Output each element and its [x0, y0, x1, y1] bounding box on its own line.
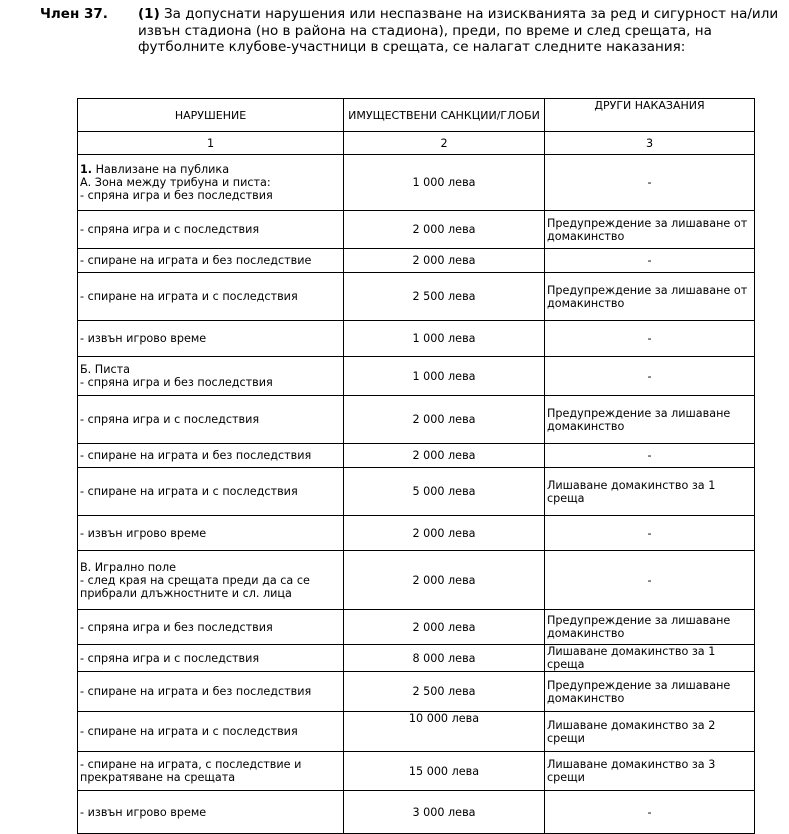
- other-penalty-line: Предупреждение за лишаване от: [547, 283, 748, 297]
- table-row: [78, 752, 755, 791]
- fine-cell: 1 000 лева: [344, 357, 545, 396]
- fine-cell: 15 000 лева: [344, 752, 545, 791]
- violation-line: [80, 587, 341, 600]
- other-penalty-cell: [545, 672, 755, 712]
- table-row: [78, 321, 755, 357]
- violation-text: - спряна игра и без последствия: [80, 620, 273, 634]
- violation-line: [80, 758, 341, 771]
- article-body: За допуснати нарушения или неспазване на изискванията за ред и сигурност на/или извън стадиона (но в района на стадиона), преди, по време и след срещата, на футболните клубове-участници в срещата, се налагат следните наказания:: [138, 6, 779, 55]
- violation-line: [80, 485, 341, 498]
- violation-text: А. Зона между трибуна и писта:: [80, 176, 271, 189]
- paragraph-number: (1): [138, 6, 160, 22]
- violation-line: [80, 574, 341, 587]
- violation-line: [80, 363, 341, 376]
- column-number-row: [78, 132, 755, 155]
- other-penalty-cell: [545, 468, 755, 516]
- violation-text: - спиране на играта и без последствия: [80, 449, 312, 462]
- table-row: [78, 155, 755, 211]
- fine-cell: 5 000 лева: [344, 468, 545, 516]
- table-row: [78, 396, 755, 444]
- other-penalty-line: Предупреждение за лишаване: [547, 678, 731, 692]
- table-row: [78, 610, 755, 645]
- other-penalty-cell: [545, 645, 755, 672]
- violation-line: [80, 332, 341, 345]
- fine-cell: 2 000 лева: [344, 444, 545, 468]
- violation-text: В. Игрално поле: [80, 560, 177, 574]
- violation-text: - спряна игра и с последствия: [80, 651, 260, 665]
- fine-cell: 2 000 лева: [344, 516, 545, 551]
- table-row: [78, 444, 755, 468]
- violation-text: Навлизане на публика: [95, 163, 230, 176]
- fine-cell: 1 000 лева: [344, 155, 545, 211]
- other-penalty-line: -: [647, 254, 652, 267]
- other-penalty-line: Лишаване домакинство за 3 срещи: [547, 758, 716, 784]
- violation-line: [80, 771, 341, 784]
- fine-cell: 1 000 лева: [344, 321, 545, 357]
- violation-cell: [78, 551, 344, 610]
- fine-cell: 2 000 лева: [344, 396, 545, 444]
- article-heading: [40, 6, 780, 56]
- violation-text: - спиране на играта и без последствие: [80, 254, 312, 267]
- other-penalty-line: домакинство: [547, 229, 625, 243]
- violation-line: [80, 223, 341, 236]
- violation-text: - извън игрово време: [80, 526, 207, 540]
- violation-line: [80, 189, 341, 202]
- violation-line: [80, 725, 341, 738]
- violation-line: [80, 290, 341, 303]
- other-penalty-cell: [545, 516, 755, 551]
- article-number: Член 37.: [40, 6, 108, 22]
- violation-cell: [78, 791, 344, 834]
- violation-line: [80, 449, 341, 462]
- other-penalty-cell: [545, 791, 755, 834]
- header-violation: НАРУШЕНИЕ: [78, 99, 344, 132]
- fine-cell: 2 000 лева: [344, 610, 545, 645]
- other-penalty-line: Лишаване домакинство за 1 среща: [547, 645, 716, 671]
- other-penalty-line: -: [647, 176, 652, 189]
- violation-line: [80, 652, 341, 665]
- other-penalty-line: домакинство: [547, 419, 625, 433]
- table-row: [78, 249, 755, 273]
- fine-cell: 8 000 лева: [344, 645, 545, 672]
- violation-cell: [78, 712, 344, 752]
- violation-text: - след края на срещата преди да са се: [80, 573, 310, 587]
- violation-cell: [78, 610, 344, 645]
- other-penalty-line: -: [647, 573, 652, 587]
- violation-text: - извън игрово време: [80, 805, 207, 819]
- other-penalty-cell: [545, 273, 755, 321]
- other-penalty-cell: [545, 211, 755, 249]
- other-penalty-cell: [545, 752, 755, 791]
- table-row: [78, 516, 755, 551]
- table-row: [78, 273, 755, 321]
- other-penalty-line: Предупреждение за лишаване: [547, 406, 731, 420]
- table-row: [78, 468, 755, 516]
- section-number: 1.: [80, 163, 93, 176]
- column-number: 3: [545, 132, 755, 155]
- other-penalty-cell: [545, 357, 755, 396]
- violation-cell: [78, 249, 344, 273]
- violation-text: - спиране на играта и с последствия: [80, 725, 298, 738]
- other-penalty-line: домакинство: [547, 691, 625, 705]
- table-row: [78, 357, 755, 396]
- violation-text: - спиране на играта, с последствие и: [80, 758, 302, 771]
- table-row: [78, 551, 755, 610]
- other-penalty-cell: [545, 249, 755, 273]
- table-row: [78, 645, 755, 672]
- fine-cell: 2 000 лева: [344, 551, 545, 610]
- violation-line: [80, 254, 341, 267]
- other-penalty-line: Лишаване домакинство за 1 среща: [547, 478, 716, 505]
- other-penalty-cell: [545, 610, 755, 645]
- other-penalty-line: -: [647, 805, 652, 819]
- violation-cell: [78, 468, 344, 516]
- violation-cell: [78, 357, 344, 396]
- other-penalty-cell: [545, 155, 755, 211]
- violation-line: [80, 527, 341, 540]
- other-penalty-cell: [545, 321, 755, 357]
- other-penalty-line: -: [647, 369, 652, 383]
- other-penalty-line: Лишаване домакинство за 2 срещи: [547, 718, 716, 745]
- violation-cell: [78, 321, 344, 357]
- violation-line: [80, 413, 341, 426]
- violation-text: - спиране на играта и без последствия: [80, 685, 312, 698]
- violation-text: прибрали длъжностните и сл. лица: [80, 586, 292, 600]
- other-penalty-line: домакинство: [547, 296, 625, 310]
- fine-cell: 2 000 лева: [344, 249, 545, 273]
- fine-cell: 2 000 лева: [344, 211, 545, 249]
- violation-cell: [78, 516, 344, 551]
- fine-cell: 2 500 лева: [344, 273, 545, 321]
- violation-line: [80, 621, 341, 634]
- table-row: [78, 211, 755, 249]
- violation-line: [80, 806, 341, 819]
- violation-text: - спряна игра и без последствия: [80, 189, 273, 202]
- violation-text: - спиране на играта и с последствия: [80, 485, 298, 498]
- violation-line: [80, 376, 341, 389]
- table-row: [78, 791, 755, 834]
- other-penalty-cell: [545, 712, 755, 752]
- table-header-row: [78, 99, 755, 132]
- violation-cell: [78, 444, 344, 468]
- violation-text: - извън игрово време: [80, 332, 207, 345]
- violation-text: - спиране на играта и с последствия: [80, 290, 298, 303]
- violation-text: прекратяване на срещата: [80, 771, 236, 784]
- violation-text: - спряна игра и с последствия: [80, 223, 260, 236]
- violation-cell: [78, 672, 344, 712]
- other-penalty-line: Предупреждение за лишаване: [547, 614, 731, 627]
- violation-line: [80, 163, 341, 176]
- other-penalty-line: -: [647, 526, 652, 540]
- violation-cell: [78, 155, 344, 211]
- violation-cell: [78, 211, 344, 249]
- violation-cell: [78, 396, 344, 444]
- other-penalty-cell: [545, 444, 755, 468]
- table-row: [78, 672, 755, 712]
- other-penalty-line: -: [647, 332, 652, 345]
- violation-line: [80, 176, 341, 189]
- other-penalty-cell: [545, 551, 755, 610]
- violation-text: - спряна игра и с последствия: [80, 413, 260, 426]
- article-text: [138, 6, 780, 56]
- violation-line: [80, 685, 341, 698]
- sanctions-table: [77, 98, 755, 834]
- table-row: [78, 712, 755, 752]
- violation-line: [80, 561, 341, 574]
- fine-cell: 2 500 лева: [344, 672, 545, 712]
- header-fines: ИМУЩЕСТВЕНИ САНКЦИИ/ГЛОБИ: [344, 99, 545, 132]
- column-number: 2: [344, 132, 545, 155]
- other-penalty-line: Предупреждение за лишаване от: [547, 216, 748, 230]
- fine-cell: 3 000 лева: [344, 791, 545, 834]
- violation-cell: [78, 752, 344, 791]
- violation-cell: [78, 273, 344, 321]
- other-penalty-line: -: [647, 449, 652, 462]
- violation-text: - спряна игра и без последствия: [80, 376, 273, 389]
- other-penalty-cell: [545, 396, 755, 444]
- header-other-penalties: ДРУГИ НАКАЗАНИЯ: [545, 99, 755, 132]
- violation-text: Б. Писта: [80, 363, 130, 376]
- column-number: 1: [78, 132, 344, 155]
- violation-cell: [78, 645, 344, 672]
- fine-cell: 10 000 лева: [344, 712, 545, 752]
- other-penalty-line: домакинство: [547, 627, 625, 640]
